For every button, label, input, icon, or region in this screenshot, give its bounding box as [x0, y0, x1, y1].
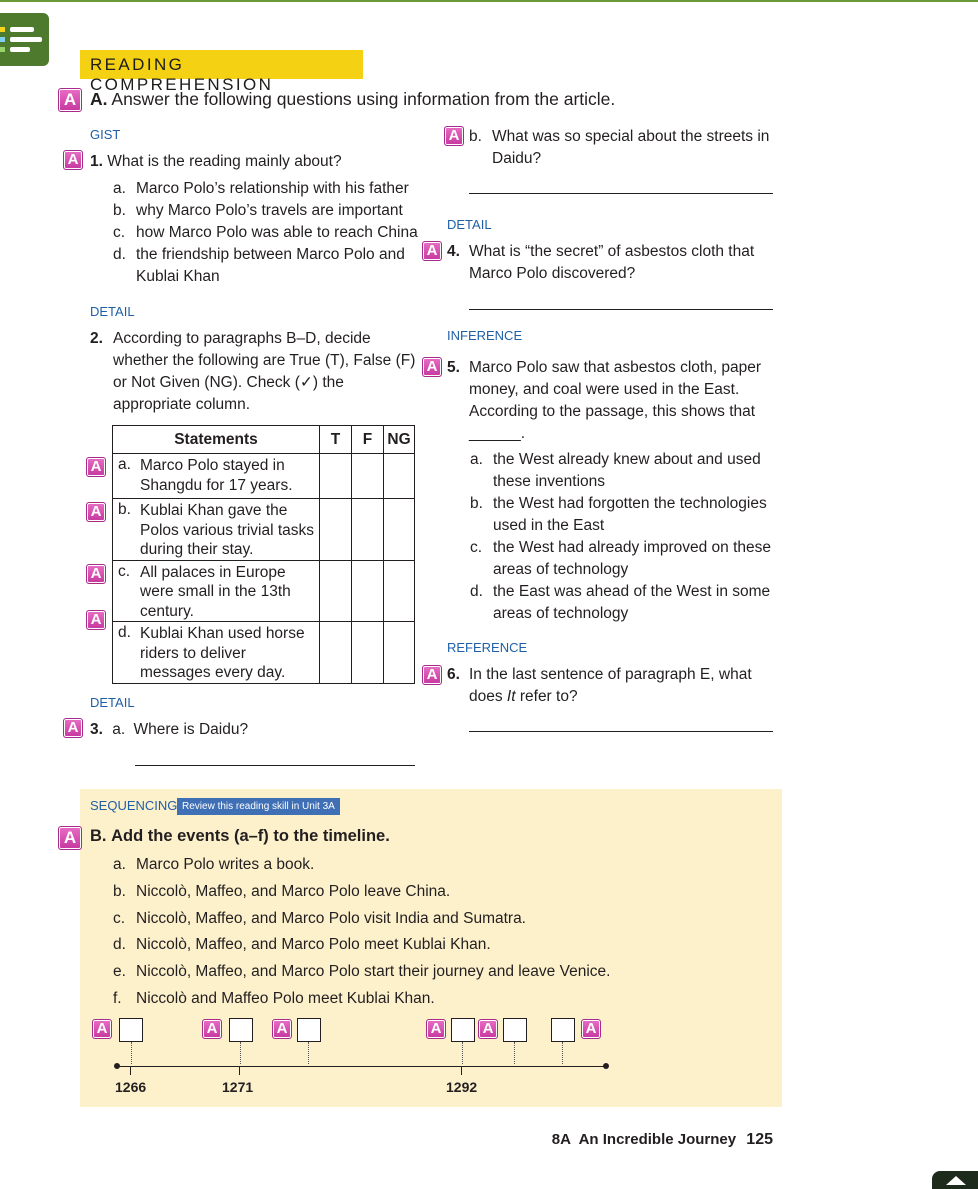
table-header-statements: Statements: [113, 426, 320, 454]
table-header-true: T: [320, 426, 352, 454]
q3b-question-line: Daidu?: [492, 150, 542, 167]
q2-tag: DETAIL: [90, 304, 135, 319]
timeline-connector: [462, 1042, 463, 1064]
q4-question-line: What is “the secret” of asbestos cloth that: [469, 243, 755, 260]
answer-cell-f[interactable]: [352, 560, 384, 622]
q5-option-text: the East was ahead of the West in some: [493, 583, 771, 600]
activity-icon: A: [86, 502, 106, 522]
activity-icon: A: [422, 241, 442, 261]
q1-option-letter: b.: [113, 202, 126, 219]
activity-icon: A: [272, 1019, 292, 1039]
section-banner: [80, 50, 363, 94]
event-text: Niccolò, Maffeo, and Marco Polo meet Kublai Khan.: [136, 936, 491, 954]
table-row: [113, 560, 415, 622]
statement-cell: c. All palaces in Europe were small in the 13th century.: [113, 560, 320, 622]
timeline-answer-box[interactable]: [297, 1018, 321, 1042]
event-text: Niccolò, Maffeo, and Marco Polo visit India and Sumatra.: [136, 909, 526, 927]
section-tab-icon: [0, 13, 49, 66]
partA-heading: A. Answer the following questions using information from the article.: [90, 89, 616, 109]
statement-cell: b. Kublai Khan gave the Polos various trivial tasks during their stay.: [113, 499, 320, 561]
answer-cell-ng[interactable]: [384, 499, 415, 561]
top-rule: [0, 0, 978, 2]
q5-option-text: the West had already improved on these: [493, 539, 772, 556]
q5-option-letter: b.: [470, 495, 483, 512]
page-footer: [552, 1131, 773, 1149]
event-letter: d.: [113, 936, 126, 954]
footer-title: An Incredible Journey: [578, 1131, 737, 1148]
q1-question: 1. What is the reading mainly about?: [90, 153, 342, 170]
event-letter: c.: [113, 909, 126, 927]
q5-option-text: these inventions: [493, 473, 606, 490]
q1-option-letter: c.: [113, 224, 126, 241]
timeline-connector: [514, 1042, 515, 1064]
activity-icon: A: [92, 1019, 112, 1039]
q6-tag: REFERENCE: [447, 640, 528, 655]
q5-option-letter: c.: [470, 539, 483, 556]
activity-icon: A: [444, 126, 464, 146]
q1-option-text: why Marco Polo’s travels are important: [136, 202, 403, 219]
table-row: [113, 454, 415, 499]
activity-icon: A: [422, 665, 442, 685]
q4-question-line: Marco Polo discovered?: [469, 265, 636, 282]
statements-table: [112, 425, 415, 684]
section-banner-text: READING COMPREHENSION: [90, 55, 274, 94]
year-label: 1271: [222, 1079, 254, 1095]
partB-heading: B. Add the events (a–f) to the timeline.: [90, 827, 390, 845]
activity-icon: A: [478, 1019, 498, 1039]
statement-cell: a. Marco Polo stayed in Shangdu for 17 years.: [113, 454, 320, 499]
q3-tag: DETAIL: [90, 695, 135, 710]
q6-line2: does It refer to?: [469, 688, 578, 705]
timeline-answer-box[interactable]: [503, 1018, 527, 1042]
activity-icon: A: [86, 564, 106, 584]
q5-question-line: According to the passage, this shows that: [469, 403, 756, 420]
q2-instruction-line: whether the following are True (T), False (F): [113, 352, 416, 369]
q3b-question-line: What was so special about the streets in: [492, 128, 770, 145]
event-letter: f.: [113, 990, 122, 1007]
event-letter: a.: [113, 856, 126, 873]
next-page-corner[interactable]: [932, 1171, 978, 1189]
answer-line-q3a[interactable]: [135, 765, 415, 766]
answer-cell-t[interactable]: [320, 560, 352, 622]
q5-option-letter: a.: [470, 451, 483, 468]
q5-question-line: money, and coal were used in the East.: [469, 381, 740, 398]
q6-number: 6.: [447, 666, 460, 683]
q5-tag: INFERENCE: [447, 328, 523, 343]
q1-option-text: how Marco Polo was able to reach China: [136, 224, 418, 241]
activity-icon: A: [86, 610, 106, 630]
q1-option-letter: a.: [113, 180, 126, 197]
q5-option-text: the West already knew about and used: [493, 451, 761, 468]
answer-cell-t[interactable]: [320, 499, 352, 561]
event-text: Niccolò, Maffeo, and Marco Polo leave China.: [136, 882, 451, 900]
year-label: 1266: [115, 1079, 147, 1095]
footer-unit: 8A: [551, 1131, 571, 1148]
q6-line1: In the last sentence of paragraph E, what: [469, 666, 752, 683]
answer-cell-f[interactable]: [352, 499, 384, 561]
timeline-connector: [562, 1042, 563, 1064]
table-row: [113, 622, 415, 684]
q3a-question: 3. a. Where is Daidu?: [90, 721, 249, 738]
activity-icon: A: [202, 1019, 222, 1039]
answer-line-q6[interactable]: [469, 731, 773, 732]
event-text: Marco Polo writes a book.: [136, 856, 315, 873]
timeline-connector: [308, 1042, 309, 1064]
answer-cell-t[interactable]: [320, 454, 352, 499]
activity-icon: A: [581, 1019, 601, 1039]
q5-option-letter: d.: [470, 583, 483, 600]
activity-icon: A: [58, 826, 82, 850]
sequencing-tag: SEQUENCING: [90, 798, 178, 813]
activity-icon: A: [58, 88, 82, 112]
answer-cell-f[interactable]: [352, 622, 384, 684]
q5-question-line: Marco Polo saw that asbestos cloth, paper: [469, 359, 762, 376]
tick-1266: [130, 1066, 131, 1075]
q5-question-line: ______.: [469, 425, 526, 442]
answer-line-q4[interactable]: [469, 309, 773, 310]
timeline-answer-box[interactable]: [451, 1018, 475, 1042]
timeline-end-dot: [603, 1063, 609, 1069]
q5-option-text: areas of technology: [493, 605, 629, 622]
tick-1271: [239, 1066, 240, 1075]
timeline-connector: [240, 1042, 241, 1064]
q5-option-text: areas of technology: [493, 561, 629, 578]
activity-icon: A: [426, 1019, 446, 1039]
q2-instruction-line: or Not Given (NG). Check (✓) the: [113, 374, 344, 391]
q2-number: 2.: [90, 330, 103, 347]
timeline-start-dot: [114, 1063, 120, 1069]
activity-icon: A: [86, 457, 106, 477]
q2-instruction-line: According to paragraphs B–D, decide: [113, 330, 371, 347]
q1-option-text: Marco Polo’s relationship with his father: [136, 180, 409, 197]
year-label: 1292: [446, 1079, 478, 1095]
activity-icon: A: [422, 357, 442, 377]
q4-tag: DETAIL: [447, 217, 492, 232]
answer-cell-ng[interactable]: [384, 454, 415, 499]
q1-tag: GIST: [90, 127, 121, 142]
answer-cell-t[interactable]: [320, 622, 352, 684]
q5-option-text: the West had forgotten the technologies: [493, 495, 767, 512]
table-row: [113, 499, 415, 561]
table-header-not-given: NG: [384, 426, 415, 454]
answer-cell-f[interactable]: [352, 454, 384, 499]
q2-instruction-line: appropriate column.: [113, 396, 250, 413]
q1-option-text: Kublai Khan: [136, 268, 220, 285]
skill-review-note[interactable]: Review this reading skill in Unit 3A: [177, 798, 340, 815]
q4-number: 4.: [447, 243, 460, 260]
timeline-axis: [117, 1066, 606, 1067]
statement-cell: d. Kublai Khan used horse riders to deliver messages every day.: [113, 622, 320, 684]
activity-icon: A: [63, 718, 83, 738]
timeline-connector: [131, 1042, 132, 1064]
tick-1292: [461, 1066, 462, 1075]
q5-option-text: used in the East: [493, 517, 605, 534]
event-text: Niccolò, Maffeo, and Marco Polo start their journey and leave Venice.: [136, 963, 611, 981]
timeline-answer-box[interactable]: [229, 1018, 253, 1042]
event-letter: e.: [113, 963, 126, 981]
timeline-answer-box[interactable]: [119, 1018, 143, 1042]
table-header-false: F: [352, 426, 384, 454]
event-text: Niccolò and Maffeo Polo meet Kublai Khan.: [136, 990, 435, 1007]
q5-number: 5.: [447, 359, 460, 376]
activity-icon: A: [63, 150, 83, 170]
timeline-answer-box[interactable]: [551, 1018, 575, 1042]
page-number: 125: [746, 1131, 773, 1148]
answer-cell-ng[interactable]: [384, 560, 415, 622]
up-arrow-icon: [946, 1176, 966, 1185]
event-letter: b.: [113, 882, 126, 900]
q1-option-letter: d.: [113, 246, 126, 263]
q3b-letter: b.: [469, 128, 482, 145]
q1-option-text: the friendship between Marco Polo and: [136, 246, 405, 263]
answer-line-q3b[interactable]: [469, 193, 773, 194]
answer-cell-ng[interactable]: [384, 622, 415, 684]
